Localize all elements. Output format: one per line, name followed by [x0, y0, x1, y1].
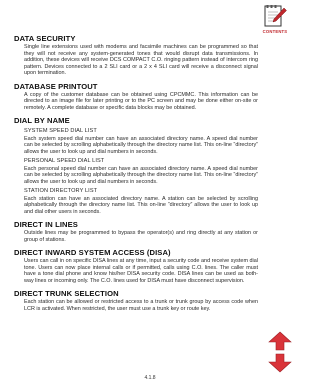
section-direct-in-lines	[14, 220, 258, 243]
arrow-down-icon	[268, 353, 292, 373]
contents-label: CONTENTS	[262, 29, 288, 34]
section-dial-by-name	[14, 116, 258, 215]
section-heading: DATA SECURITY	[14, 34, 76, 43]
section-paragraph: Each station can be allowed or restricted access to a trunk or trunk group by access code when LCR is activated. When restricted, the user must use a trunk key or route key.	[24, 299, 258, 312]
subsection-paragraph: Each personal speed dial number can have an associated directory name. A speed dial number can be selected by scrolling alphabetically through the directory name list. This on-line “directory” allows the user to look up and dial numbers in seconds.	[24, 165, 258, 185]
section-heading: DIRECT INWARD SYSTEM ACCESS (DISA)	[14, 248, 171, 258]
document-body	[14, 34, 258, 317]
subsection-paragraph: Each system speed dial number can have an associated directory name. A speed dial number can be selected by scrolling alphabetically through the directory name list. This on-line “directory” allows the user to look up and dial numbers in seconds.	[24, 135, 258, 155]
subsection-paragraph: Each station can have an associated directory name. A station can be selected by scrolling alphabetically through the directory name list. This on-line “directory” allows the user to look up and dial other users in seconds.	[24, 195, 258, 215]
section-paragraph: A copy of the customer database can be obtained using CPCMMC. This information can be directed to an image file for later printing or to the PC screen and may be done either on-site or remotely. A complete database or specific data blocks may be obtained.	[24, 91, 258, 111]
section-heading: DIRECT IN LINES	[14, 220, 78, 230]
section-heading: DIRECT TRUNK SELECTION	[14, 289, 119, 299]
section-paragraph: Users can call in on specific DISA lines at any time, input a security code and receive system dial tone. Users can now place internal calls or if permitted, calls using C.O. lines. The caller must have a tone dial phone and know his/her DISA security code. DISA lines can be used as both-way lines or incoming only. The C.O. lines used for DISA must have disconnect supervision.	[24, 258, 258, 284]
subsection-heading: PERSONAL SPEED DIAL LIST	[24, 158, 105, 165]
section-heading: DATABASE PRINTOUT	[14, 81, 98, 91]
page-number: 4.1.8	[144, 375, 156, 381]
contents-button[interactable]	[260, 4, 290, 36]
subsection-heading: SYSTEM SPEED DIAL LIST	[24, 128, 97, 134]
section-heading: DIAL BY NAME	[14, 116, 70, 125]
next-page-button[interactable]	[268, 353, 292, 373]
section-paragraph: Outside lines may be programmed to bypass the operator(s) and ring directly at any station or group of stations.	[24, 230, 258, 243]
notepad-pencil-icon	[262, 4, 288, 28]
subsection-heading: STATION DIRECTORY LIST	[24, 188, 98, 195]
section-direct-trunk-selection	[14, 289, 258, 312]
arrow-up-icon	[268, 331, 292, 351]
section-disa	[14, 248, 258, 284]
section-database-printout	[14, 82, 258, 112]
previous-page-button[interactable]	[268, 331, 292, 351]
section-paragraph: Single line extensions used with modems and facsimile machines can be programmed so that they will not receive any system-generated tones that would disrupt data transmissions. In addition, these devices will receive DCS COMPACT C.O. ringing pattern instead of intercom ring pattern. Devices connected to a 2 SLI card or a 2 x 4 SLI card will receive a disconnect signal upon termination.	[24, 44, 258, 76]
section-data-security	[14, 34, 258, 77]
